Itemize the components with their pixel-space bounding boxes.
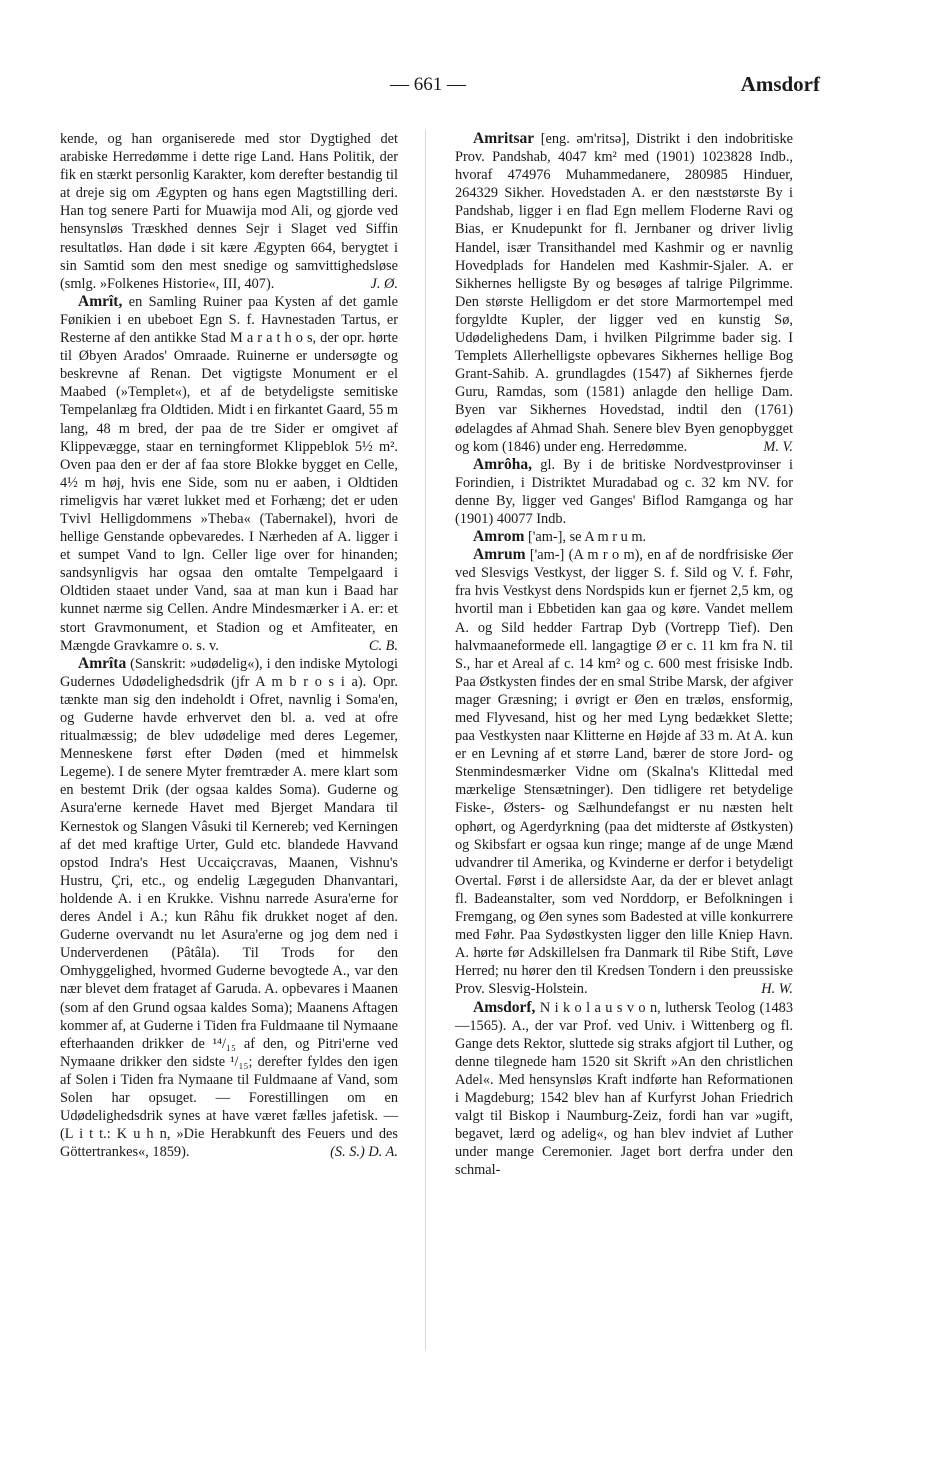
entry-text: [eng. əm'ritsə], Distrikt i den indobritiske Prov. Pandshab, 4047 km² med (1901) 1023828 Indb., hvoraf 474976 Muhammedanere, 280985 Hinduer, 264329 Sikher. Hovedstaden A. er den næststørste By i Pandshab, ligger i en flad Egn mellem Floderne Ravi og Bias, er Knudepunkt for fl. Jernbaner og driver livlig Handel, især Transithandel med Kashmir og er navnlig Hovedplads for Handelen med Kashmir-Sjaler. A. er Sikhernes helligste By og besøges af talrige Pilgrimme. Den største Helligdom er det store Marmortempel med forgyldte Kupler, der ligger ved en kunstig Sø, Udødelighedens Dam, i hvilken Pilgrimme bader sig. I Templets Allerhelligste opbevares Sikhernes hellige Bog Grant-Sahib. A. grundlagdes (1547) af Sikhernes fjerde Guru, Ramdas, som (1581) anlagde den hellige Dam. Byen var Sikhernes Hovedstad, indtil den (1761) ødelagdes af Ahmad Shah. Senere blev Byen genopbygget og kom (1846) under eng. Herredømme. [455,131,793,455]
entry-signature: C. B. [368,637,398,654]
entry-text: gl. By i de britiske Nordvestprovinser i Forindien, i Distriktet Muradabad og c. 32 km NV. for denne By, ligger ved Ganges' Biflod Ramganga og har (1901) 40077 Indb. [455,456,793,527]
entry-signature: H. W. [761,981,793,998]
entry-headword: Amrôha, [473,455,532,473]
entry-text: N i k o l a u s v o n, luthersk Teolog (1483—1565). A., der var Prof. ved Univ. i Wittenberg og fl. Gange dets Rektor, sluttede sig straks afgjort til Luther, og denne tilegnede ham 1520 sit Skrift »An den christlichen Adel«. Med hensynsløs Kraft indførte han Reformationen i Magdeburg; 1542 blev han af Kurfyrst Johan Friedrich valgt til Biskop i Naumburg-Zeiz, fordi han var »ugift, begavet, lærd og adelig«, og han blev indviet af Luther under mange Ceremonier. Jaget bort derfra under den schmal- [455,999,793,1179]
entry-headword: Amsdorf, [473,998,536,1016]
entry-headword: Amrît, [78,292,123,310]
entry-text: kende, og han organiserede med stor Dygtighed det arabiske Herredømme i dette rige Land. Hans Politik, der fik en stærkt personlig Karakter, kom derefter bestandig til at dreje sig om Ægypten og hans egen Magtstilling deri. Han tog senere Parti for Muawija mod Ali, og gjorde ved hensynsløs Træskhed dennes Sejr i Slaget ved Siffin resultatløs. Han døde i sit kære Ægypten 664, berygtet i sin Samtid som den mest snedige og samvittighedsløse (smlg. »Folkenes Historie«, III, 407). [60,131,398,292]
entry-headword: Amrom [473,528,525,546]
right-column [455,130,793,1179]
entry-text: ['am-], se A m r u m. [524,529,647,546]
page-header [60,74,820,102]
entry-amroha [455,456,793,528]
running-head: Amsdorf [740,72,820,96]
entry-text: ['am-] (A m r o m), en af de nordfrisiske Øer ved Slesvigs Vestkyst, der ligger S. f. Sild og V. f. Føhr, fra hvis Vestkyst dens Nordspids kun er fjernet 2,5 km, og hvortil man i Ebbetiden kan gaa og køre. Vandet mellem A. og Sild hedder Fartrap Dyb (Vortrepp Tief). Den halvmaaneformede ell. langagtige Ø er c. 11 km fra N. til S., har et Areal af c. 14 km² og c. 600 mest frisiske Indb. Paa Østkysten findes der en smal Stribe Marsk, der afgiver mager Græsning; i øvrigt er Øen en træløs, ensformig, med Flyvesand, hist og her med Lyng bedækket Slette; paa Vestkysten naar Klitterne en Højde af 33 m. At A. kun er en Levning af et større Land, bærer de store Jord- og Stenmindesmærker Vidne om (Skalna's Klittedal med mærkelige Stensætninger). Den tidligere ret betydelige Fiske-, Østers- og Sælhundefangst er nu næsten helt ophørt, og Agerdyrkning (paa det midterste af Østkysten) og Skibsfart er ogsaa kun ringe; mange af de unge Mænd udvandrer til Amerika, og Kvinderne er derfor i betydeligt Overtal. Først i de allersidste Aar, da der er blevet anlagt fl. Badeanstalter, som ved Norddorp, er Befolkningen i Fremgang, og Øen synes som Badested at ville konkurrere med Føhr. Paa Sydøstkysten ligger den lille Kniep Havn. A. hørte før Adskillelsen fra Danmark til Ribe Stift, Løve Herred; nu hører den til Kredsen Tondern i den preussiske Prov. Slesvig-Holstein. [455,547,793,998]
entry-headword: Amrum [473,546,526,564]
entry-amritsar [455,130,793,456]
entry-continuation [60,130,398,293]
entry-text: en Samling Ruiner paa Kysten af det gamle Fønikien i en ubeboet Egn S. f. Havnestaden Tartus, er Resterne af den antikke Stad M a r a t h o s, der opr. hørte til Øbyen Arados' Omraade. Ruinerne er undersøgte og beskrevne af Renan. Det vigtigste Monument er el Maabed (»Templet«), et af de betydeligste semitiske Tempelanlæg fra Oldtiden. Midt i en firkantet Gaard, 55 m lang, 48 m bred, der paa de tre Sider er omgivet af Klippevægge, staar en terningformet Klippeblok 5½ m². Oven paa den er der af faa store Blokke bygget en Celle, 4½ m høj, hvis ene Side, som nu er aaben, i Oldtiden rimeligvis har været lukket med et Forhæng; det er uden Tvivl Helligdommens »Theba« (Tabernakel), hvori de hellige Genstande opbevaredes. I Nærheden af A. ligger i et sumpet Vand to lgn. Celler lige over for hinanden; sandsynligvis har ogsaa den omtalte Tempelgaard i Oldtiden staaet under Vand, saa at man kun i Baad har kunnet nærme sig Cellen. Andre Mindesmærker i A. er: et stort Gravmonument, et Stadion og et Amfiteater, en Mængde Gravkamre o. s. v. [60,293,398,654]
entry-signature: (S. S.) D. A. [330,1144,398,1161]
entry-amrita [60,655,398,1162]
entry-headword: Amritsar [473,130,535,147]
left-column [60,130,398,1161]
entry-text: (Sanskrit: »udødelig«), i den indiske Mytologi Gudernes Udødelighedsdrik (jfr A m b r o s i a). Opr. tænkte man sig den indeholdt i Ofret, navnlig i Soma'en, og Guderne havde erhvervet den bl. a. ved at ofre ritualmæssig; de blev udødelige med deres Legemer, Menneskene først efter Døden (med et himmelsk Legeme). I de senere Myter fremtræder A. mere klart som en bestemt Drik (der ogsaa kaldes Soma). Guderne og Asura'erne kernede Havet med Bjerget Mandara til Kernestok og Slangen Vâsuki til Kernereb; ved Kerningen af det med kraftige Urter, Guld etc. blandede Havvand opstod Indra's Hest Uccaiçcravas, Maanen, Vishnu's Hustru, Çri, etc., og endelig Lægeguden Dhanvantari, holdende A. i en Krukke. Vishnu narrede Asura'erne for deres Andel i A.; kun Râhu fik drukket noget af den. Guderne overvandt nu let Asura'erne og jog dem ned i Underverdenen (Pâtâla). Til Trods for den Omhyggelighed, hvormed Guderne bevogtede A., var den nær blevet dem frataget af Garuda. A. opbevares i Maanen (som af den Grund ogsaa kaldes Soma); Maanens Aftagen kommer af, at Guderne i Tiden fra Fuldmaane til Nymaane efterhaanden drikker de ¹⁴/₁₅ af den, og Pitri'erne ved Nymaane drikker den sidste ¹/₁₅; derefter fyldes den igen af Solen i Tiden fra Nymaane til Fuldmaane af Vand, som Solen har opsuget. — Forestillingen om en Udødelighedsdrik synes at have været fælles jafetisk. — (L i t t.: K u h n, »Die Herabkunft des Feuers und des Göttertrankes«, 1859). [60,655,398,1161]
entry-amsdorf [455,999,793,1180]
entry-amrit [60,293,398,655]
entry-headword: Amrîta [78,654,127,672]
entry-signature: J. Ø. [370,275,398,292]
page-number: — 661 — [390,74,466,95]
column-divider [425,130,426,1350]
entry-amrom [455,528,793,546]
entry-amrum [455,546,793,998]
entry-signature: M. V. [763,438,793,455]
